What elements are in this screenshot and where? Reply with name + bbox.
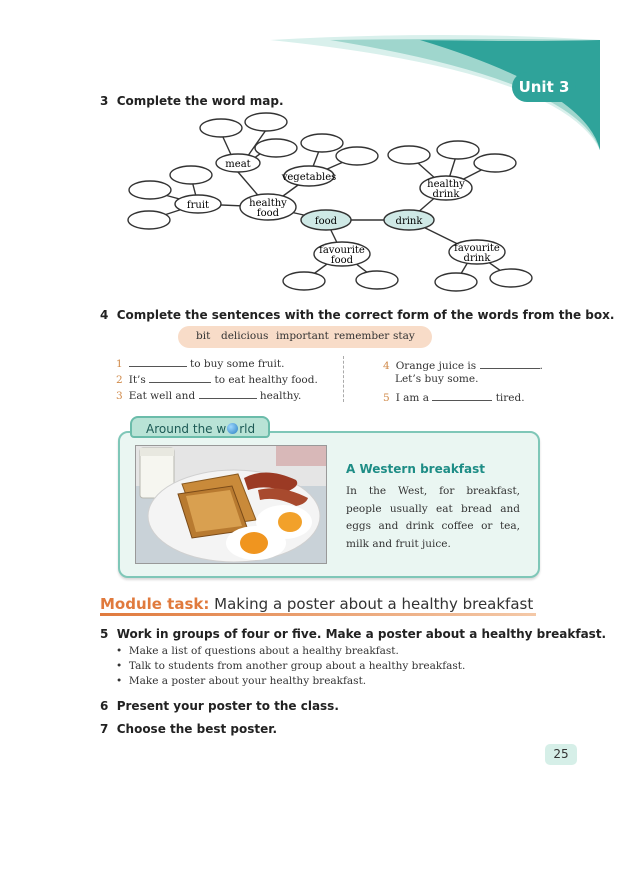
node-favourite-food-line2: food bbox=[330, 255, 354, 266]
ex7-heading bbox=[100, 722, 277, 736]
ex5-heading bbox=[100, 627, 606, 641]
ex4-instruction: Complete the sentences with the correct form of the words from the box. bbox=[116, 308, 615, 322]
sentence-3: 3 Eat well and healthy. bbox=[116, 387, 301, 402]
box-word: bit bbox=[196, 330, 211, 342]
ex3-heading bbox=[100, 94, 284, 108]
answer-blank[interactable] bbox=[129, 355, 187, 367]
node-meat: meat bbox=[225, 159, 251, 170]
unit-badge: Unit 3 bbox=[512, 72, 576, 102]
module-task-underline bbox=[100, 613, 536, 616]
ex4-number: 4 bbox=[100, 308, 109, 322]
ex6-instruction: Present your poster to the class. bbox=[116, 699, 339, 713]
box-word: delicious bbox=[221, 330, 269, 342]
answer-blank[interactable] bbox=[480, 357, 540, 369]
ex5-number: 5 bbox=[100, 627, 109, 641]
answer-blank[interactable] bbox=[149, 371, 211, 383]
box-word: stay bbox=[393, 330, 415, 342]
ex3-number: 3 bbox=[100, 94, 109, 108]
node-favourite-drink-line2: drink bbox=[463, 253, 491, 264]
answer-blank[interactable] bbox=[199, 387, 257, 399]
ex7-number: 7 bbox=[100, 722, 109, 736]
sentence-4-line2: Let’s buy some. bbox=[395, 373, 479, 385]
node-healthy-drink-line1: healthy bbox=[427, 179, 465, 190]
node-food: food bbox=[314, 216, 338, 227]
globe-icon bbox=[227, 423, 238, 434]
node-healthy-food-line1: healthy bbox=[249, 198, 287, 209]
word-map bbox=[0, 110, 640, 300]
module-task-title: Module task: Making a poster about a healthy breakfast bbox=[100, 595, 534, 613]
ex6-heading bbox=[100, 699, 339, 713]
ex5-bullet: • Talk to students from another group about a healthy breakfast. bbox=[116, 660, 466, 672]
sentence-2: 2 It’s to eat healthy food. bbox=[116, 371, 318, 386]
column-divider bbox=[343, 356, 344, 402]
word-box bbox=[178, 326, 432, 348]
ex5-bullet: • Make a list of questions about a healthy breakfast. bbox=[116, 645, 399, 657]
ex4-heading bbox=[100, 308, 614, 322]
world-text: In the West, for breakfast, people usually eat bread and eggs and drink coffee or tea, milk and fruit juice. bbox=[346, 485, 520, 550]
sentence-4: 4 Orange juice is . bbox=[383, 357, 543, 372]
around-the-world-tab: Around the w rld bbox=[130, 416, 270, 438]
node-favourite-drink-line1: favourite bbox=[454, 243, 500, 254]
ex7-instruction: Choose the best poster. bbox=[116, 722, 278, 736]
node-healthy-food-line2: food bbox=[256, 208, 280, 219]
box-word: remember bbox=[334, 330, 390, 342]
ex5-instruction: Work in groups of four or five. Make a poster about a healthy breakfast. bbox=[116, 627, 607, 641]
node-drink: drink bbox=[395, 216, 423, 227]
node-vegetables: vegetables bbox=[281, 172, 337, 183]
box-word: important bbox=[276, 330, 329, 342]
node-favourite-food-line1: favourite bbox=[319, 245, 365, 256]
page-number: 25 bbox=[545, 744, 577, 765]
answer-blank[interactable] bbox=[432, 389, 492, 401]
sentence-1: 1 to buy some fruit. bbox=[116, 355, 284, 370]
world-title: A Western breakfast bbox=[346, 462, 485, 476]
sentence-5: 5 I am a tired. bbox=[383, 389, 525, 404]
node-healthy-drink-line2: drink bbox=[432, 189, 460, 200]
ex5-bullet: • Make a poster about your healthy breakfast. bbox=[116, 675, 367, 687]
ex6-number: 6 bbox=[100, 699, 109, 713]
ex3-instruction: Complete the word map. bbox=[116, 94, 284, 108]
node-fruit: fruit bbox=[186, 200, 210, 211]
breakfast-photo bbox=[135, 445, 327, 564]
